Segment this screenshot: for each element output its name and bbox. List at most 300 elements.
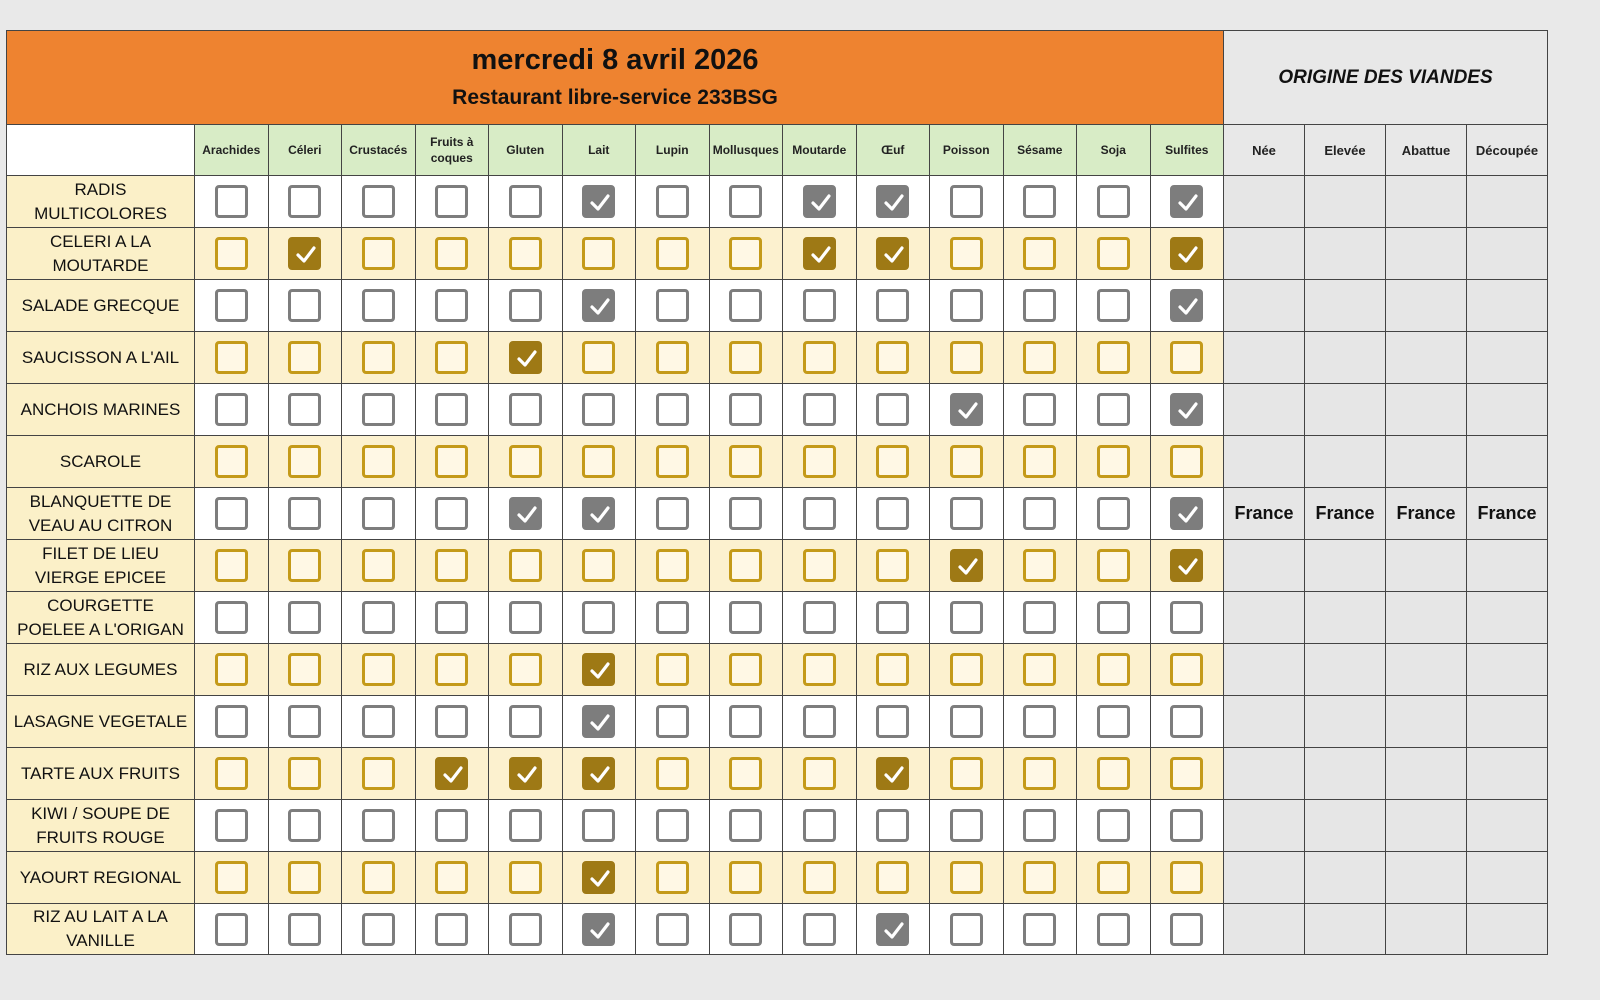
empty-checkbox[interactable] [1023,341,1056,374]
empty-checkbox[interactable] [362,809,395,842]
empty-checkbox[interactable] [950,809,983,842]
empty-checkbox[interactable] [1097,913,1130,946]
allergen-cell [1077,228,1151,280]
empty-checkbox[interactable] [729,809,762,842]
empty-checkbox[interactable] [1023,185,1056,218]
allergen-cell [1077,540,1151,592]
allergen-cell [195,748,269,800]
empty-checkbox[interactable] [1097,549,1130,582]
empty-checkbox[interactable] [215,913,248,946]
empty-checkbox[interactable] [215,185,248,218]
title-cell [7,31,1224,125]
empty-checkbox[interactable] [803,497,836,530]
checkmark-icon [590,298,610,316]
empty-checkbox[interactable] [803,393,836,426]
allergen-cell [1150,540,1224,592]
empty-checkbox[interactable] [1023,289,1056,322]
allergen-cell [856,800,930,852]
empty-checkbox[interactable] [288,913,321,946]
empty-checkbox[interactable] [729,445,762,478]
allergen-cell [856,280,930,332]
empty-checkbox[interactable] [950,705,983,738]
empty-checkbox[interactable] [803,601,836,634]
empty-checkbox[interactable] [215,809,248,842]
empty-checkbox[interactable] [1023,237,1056,270]
empty-checkbox[interactable] [362,653,395,686]
empty-checkbox[interactable] [435,185,468,218]
allergen-cell [562,488,636,540]
allergen-cell [930,384,1004,436]
empty-checkbox[interactable] [215,237,248,270]
empty-checkbox[interactable] [803,549,836,582]
empty-checkbox[interactable] [803,653,836,686]
empty-checkbox[interactable] [1097,289,1130,322]
empty-checkbox[interactable] [435,497,468,530]
empty-checkbox[interactable] [1023,549,1056,582]
empty-checkbox[interactable] [435,341,468,374]
empty-checkbox[interactable] [803,809,836,842]
dish-row [7,436,1548,488]
empty-checkbox[interactable] [582,549,615,582]
empty-checkbox[interactable] [1170,861,1203,894]
empty-checkbox[interactable] [950,185,983,218]
empty-checkbox[interactable] [950,497,983,530]
empty-checkbox[interactable] [656,289,689,322]
empty-checkbox[interactable] [1023,497,1056,530]
empty-checkbox[interactable] [215,341,248,374]
empty-checkbox[interactable] [729,653,762,686]
empty-checkbox[interactable] [288,653,321,686]
empty-checkbox[interactable] [435,601,468,634]
empty-checkbox[interactable] [435,549,468,582]
empty-checkbox[interactable] [950,601,983,634]
checked-checkbox[interactable] [1170,289,1203,322]
empty-checkbox[interactable] [1023,757,1056,790]
origin-cell-Née [1224,280,1305,332]
origin-cell-Elevée [1305,748,1386,800]
checked-checkbox[interactable] [1170,497,1203,530]
origin-cell-Elevée [1305,384,1386,436]
empty-checkbox[interactable] [1170,757,1203,790]
empty-checkbox[interactable] [876,705,909,738]
checked-checkbox[interactable] [1170,549,1203,582]
empty-checkbox[interactable] [509,549,542,582]
empty-checkbox[interactable] [1170,913,1203,946]
empty-checkbox[interactable] [876,601,909,634]
allergen-cell [562,644,636,696]
empty-checkbox[interactable] [509,185,542,218]
empty-checkbox[interactable] [509,653,542,686]
dish-name: SALADE GRECQUE [7,280,195,332]
empty-checkbox[interactable] [509,705,542,738]
empty-checkbox[interactable] [1170,341,1203,374]
empty-checkbox[interactable] [288,393,321,426]
empty-checkbox[interactable] [362,861,395,894]
allergen-cell [1150,436,1224,488]
empty-checkbox[interactable] [729,393,762,426]
allergen-cell [1003,436,1077,488]
origin-cell-Découpée [1467,332,1548,384]
empty-checkbox[interactable] [1170,653,1203,686]
empty-checkbox[interactable] [729,861,762,894]
empty-checkbox[interactable] [1170,601,1203,634]
origin-cell-Née [1224,176,1305,228]
empty-checkbox[interactable] [582,237,615,270]
checked-checkbox[interactable] [1170,393,1203,426]
empty-checkbox[interactable] [950,653,983,686]
empty-checkbox[interactable] [582,601,615,634]
empty-checkbox[interactable] [803,341,836,374]
empty-checkbox[interactable] [876,549,909,582]
empty-checkbox[interactable] [288,445,321,478]
empty-checkbox[interactable] [362,289,395,322]
checked-checkbox[interactable] [582,861,615,894]
empty-checkbox[interactable] [215,289,248,322]
origin-cell-Elevée [1305,436,1386,488]
empty-checkbox[interactable] [215,497,248,530]
checked-checkbox[interactable] [876,237,909,270]
empty-checkbox[interactable] [435,809,468,842]
checked-checkbox[interactable] [582,913,615,946]
allergen-cell [1077,436,1151,488]
empty-checkbox[interactable] [288,757,321,790]
dish-name: RADIS MULTICOLORES [7,176,195,228]
empty-checkbox[interactable] [950,913,983,946]
empty-checkbox[interactable] [215,601,248,634]
origin-cell-Abattue [1386,904,1467,955]
allergen-cell [1150,592,1224,644]
origin-cell-Découpée [1467,384,1548,436]
allergen-cell [1003,176,1077,228]
empty-checkbox[interactable] [435,237,468,270]
empty-checkbox[interactable] [950,445,983,478]
checked-checkbox[interactable] [582,705,615,738]
empty-checkbox[interactable] [582,393,615,426]
empty-checkbox[interactable] [729,601,762,634]
empty-checkbox[interactable] [582,445,615,478]
empty-checkbox[interactable] [288,289,321,322]
empty-checkbox[interactable] [876,653,909,686]
allergen-cell [783,800,857,852]
empty-checkbox[interactable] [656,705,689,738]
allergen-cell [342,644,416,696]
empty-checkbox[interactable] [1097,653,1130,686]
dish-row [7,696,1548,748]
checkmark-icon [590,506,610,524]
empty-checkbox[interactable] [950,341,983,374]
empty-checkbox[interactable] [215,393,248,426]
empty-checkbox[interactable] [656,757,689,790]
allergen-cell [636,852,710,904]
empty-checkbox[interactable] [950,757,983,790]
empty-checkbox[interactable] [215,549,248,582]
allergen-cell [195,904,269,955]
empty-checkbox[interactable] [435,913,468,946]
origin-cell-Abattue [1386,592,1467,644]
empty-checkbox[interactable] [656,393,689,426]
allergen-cell [1003,852,1077,904]
empty-checkbox[interactable] [876,289,909,322]
empty-checkbox[interactable] [876,497,909,530]
empty-checkbox[interactable] [656,861,689,894]
empty-checkbox[interactable] [509,393,542,426]
empty-checkbox[interactable] [435,653,468,686]
empty-checkbox[interactable] [1097,757,1130,790]
empty-checkbox[interactable] [803,705,836,738]
allergen-cell [856,904,930,955]
empty-checkbox[interactable] [1023,393,1056,426]
allergen-cell [1003,644,1077,696]
empty-checkbox[interactable] [1097,237,1130,270]
allergen-cell [195,280,269,332]
checkmark-icon [811,194,831,212]
checkmark-icon [884,246,904,264]
empty-checkbox[interactable] [215,653,248,686]
allergen-cell [783,280,857,332]
empty-checkbox[interactable] [1170,705,1203,738]
empty-checkbox[interactable] [729,757,762,790]
empty-checkbox[interactable] [435,445,468,478]
checked-checkbox[interactable] [876,913,909,946]
empty-checkbox[interactable] [509,809,542,842]
allergen-cell [1150,644,1224,696]
origin-cell-Abattue [1386,332,1467,384]
empty-checkbox[interactable] [362,913,395,946]
checked-checkbox[interactable] [876,185,909,218]
checked-checkbox[interactable] [582,497,615,530]
empty-checkbox[interactable] [509,237,542,270]
empty-checkbox[interactable] [729,705,762,738]
checked-checkbox[interactable] [509,341,542,374]
checked-checkbox[interactable] [803,237,836,270]
empty-checkbox[interactable] [1023,809,1056,842]
checked-checkbox[interactable] [435,757,468,790]
empty-checkbox[interactable] [729,185,762,218]
allergen-cell [342,384,416,436]
checked-checkbox[interactable] [582,757,615,790]
allergen-cell [1077,696,1151,748]
empty-checkbox[interactable] [1023,653,1056,686]
empty-checkbox[interactable] [950,861,983,894]
empty-checkbox[interactable] [435,861,468,894]
empty-checkbox[interactable] [950,237,983,270]
empty-checkbox[interactable] [729,341,762,374]
dish-name: ANCHOIS MARINES [7,384,195,436]
allergen-cell [930,280,1004,332]
empty-checkbox[interactable] [288,861,321,894]
allergen-cell [636,904,710,955]
allergen-cell [636,280,710,332]
origin-cell-Abattue [1386,384,1467,436]
allergen-cell [709,852,783,904]
empty-checkbox[interactable] [656,341,689,374]
empty-checkbox[interactable] [656,445,689,478]
allergen-cell [783,592,857,644]
empty-checkbox[interactable] [656,653,689,686]
empty-checkbox[interactable] [215,705,248,738]
empty-checkbox[interactable] [435,705,468,738]
empty-checkbox[interactable] [362,393,395,426]
empty-checkbox[interactable] [950,289,983,322]
empty-checkbox[interactable] [876,445,909,478]
empty-checkbox[interactable] [656,809,689,842]
allergen-cell [489,228,563,280]
origin-cell-Découpée [1467,176,1548,228]
checked-checkbox[interactable] [950,549,983,582]
origin-cell-Née [1224,228,1305,280]
empty-checkbox[interactable] [803,861,836,894]
empty-checkbox[interactable] [1097,601,1130,634]
empty-checkbox[interactable] [656,601,689,634]
empty-checkbox[interactable] [656,185,689,218]
allergen-cell [856,488,930,540]
empty-checkbox[interactable] [803,445,836,478]
empty-checkbox[interactable] [803,757,836,790]
empty-checkbox[interactable] [803,913,836,946]
empty-checkbox[interactable] [362,185,395,218]
empty-checkbox[interactable] [288,549,321,582]
allergen-cell [783,176,857,228]
empty-checkbox[interactable] [509,861,542,894]
empty-checkbox[interactable] [288,705,321,738]
empty-checkbox[interactable] [362,237,395,270]
checked-checkbox[interactable] [1170,237,1203,270]
empty-checkbox[interactable] [803,289,836,322]
allergen-cell [1150,748,1224,800]
empty-checkbox[interactable] [362,757,395,790]
empty-checkbox[interactable] [876,861,909,894]
empty-checkbox[interactable] [509,445,542,478]
empty-checkbox[interactable] [288,497,321,530]
empty-checkbox[interactable] [1097,445,1130,478]
empty-checkbox[interactable] [288,341,321,374]
allergen-cell [562,696,636,748]
empty-checkbox[interactable] [1097,497,1130,530]
empty-checkbox[interactable] [729,549,762,582]
allergen-cell [489,852,563,904]
checked-checkbox[interactable] [582,185,615,218]
dish-row [7,904,1548,955]
empty-checkbox[interactable] [288,809,321,842]
empty-checkbox[interactable] [1097,185,1130,218]
checked-checkbox[interactable] [950,393,983,426]
allergen-cell [1077,332,1151,384]
allergen-cell [636,384,710,436]
checked-checkbox[interactable] [876,757,909,790]
empty-checkbox[interactable] [1023,705,1056,738]
checked-checkbox[interactable] [582,289,615,322]
checkmark-icon [590,662,610,680]
empty-checkbox[interactable] [435,289,468,322]
empty-checkbox[interactable] [1097,809,1130,842]
checkmark-icon [1178,558,1198,576]
empty-checkbox[interactable] [362,341,395,374]
allergen-header-2: Crustacés [342,125,416,176]
checked-checkbox[interactable] [509,757,542,790]
allergen-cell [268,332,342,384]
allergen-cell [709,800,783,852]
empty-checkbox[interactable] [656,913,689,946]
checked-checkbox[interactable] [582,653,615,686]
empty-checkbox[interactable] [435,393,468,426]
empty-checkbox[interactable] [1023,445,1056,478]
origin-header-0: Née [1224,125,1305,176]
dish-name: COURGETTE POELEE A L'ORIGAN [7,592,195,644]
empty-checkbox[interactable] [1170,445,1203,478]
allergen-header-7: Mollusques [709,125,783,176]
allergen-cell [342,540,416,592]
empty-checkbox[interactable] [215,861,248,894]
empty-checkbox[interactable] [509,913,542,946]
dish-row [7,852,1548,904]
allergen-cell [783,384,857,436]
empty-checkbox[interactable] [1170,809,1203,842]
empty-checkbox[interactable] [729,497,762,530]
allergen-cell [415,488,489,540]
empty-checkbox[interactable] [1023,601,1056,634]
allergen-cell [268,540,342,592]
dish-name: RIZ AUX LEGUMES [7,644,195,696]
empty-checkbox[interactable] [509,289,542,322]
empty-checkbox[interactable] [1097,705,1130,738]
allergen-cell [709,488,783,540]
empty-checkbox[interactable] [729,913,762,946]
dish-row [7,332,1548,384]
allergen-cell [709,436,783,488]
checkmark-icon [590,714,610,732]
empty-checkbox[interactable] [729,237,762,270]
empty-checkbox[interactable] [1023,861,1056,894]
empty-checkbox[interactable] [509,601,542,634]
empty-checkbox[interactable] [215,445,248,478]
empty-checkbox[interactable] [656,549,689,582]
empty-checkbox[interactable] [1097,393,1130,426]
empty-checkbox[interactable] [362,705,395,738]
empty-checkbox[interactable] [1097,861,1130,894]
allergen-cell [489,696,563,748]
empty-checkbox[interactable] [582,809,615,842]
allergen-cell [856,540,930,592]
empty-checkbox[interactable] [288,601,321,634]
empty-checkbox[interactable] [288,185,321,218]
empty-checkbox[interactable] [876,809,909,842]
empty-checkbox[interactable] [876,393,909,426]
empty-checkbox[interactable] [656,237,689,270]
empty-checkbox[interactable] [656,497,689,530]
origin-cell-Abattue [1386,540,1467,592]
allergen-cell [415,384,489,436]
checkmark-icon [884,194,904,212]
empty-checkbox[interactable] [729,289,762,322]
empty-checkbox[interactable] [362,445,395,478]
empty-checkbox[interactable] [362,549,395,582]
empty-checkbox[interactable] [362,497,395,530]
allergen-cell [856,748,930,800]
checked-checkbox[interactable] [288,237,321,270]
empty-checkbox[interactable] [362,601,395,634]
corner-cell [7,125,195,176]
empty-checkbox[interactable] [582,341,615,374]
empty-checkbox[interactable] [1023,913,1056,946]
empty-checkbox[interactable] [876,341,909,374]
checked-checkbox[interactable] [509,497,542,530]
checked-checkbox[interactable] [803,185,836,218]
empty-checkbox[interactable] [1097,341,1130,374]
empty-checkbox[interactable] [215,757,248,790]
allergen-cell [783,436,857,488]
allergen-cell [415,592,489,644]
checked-checkbox[interactable] [1170,185,1203,218]
